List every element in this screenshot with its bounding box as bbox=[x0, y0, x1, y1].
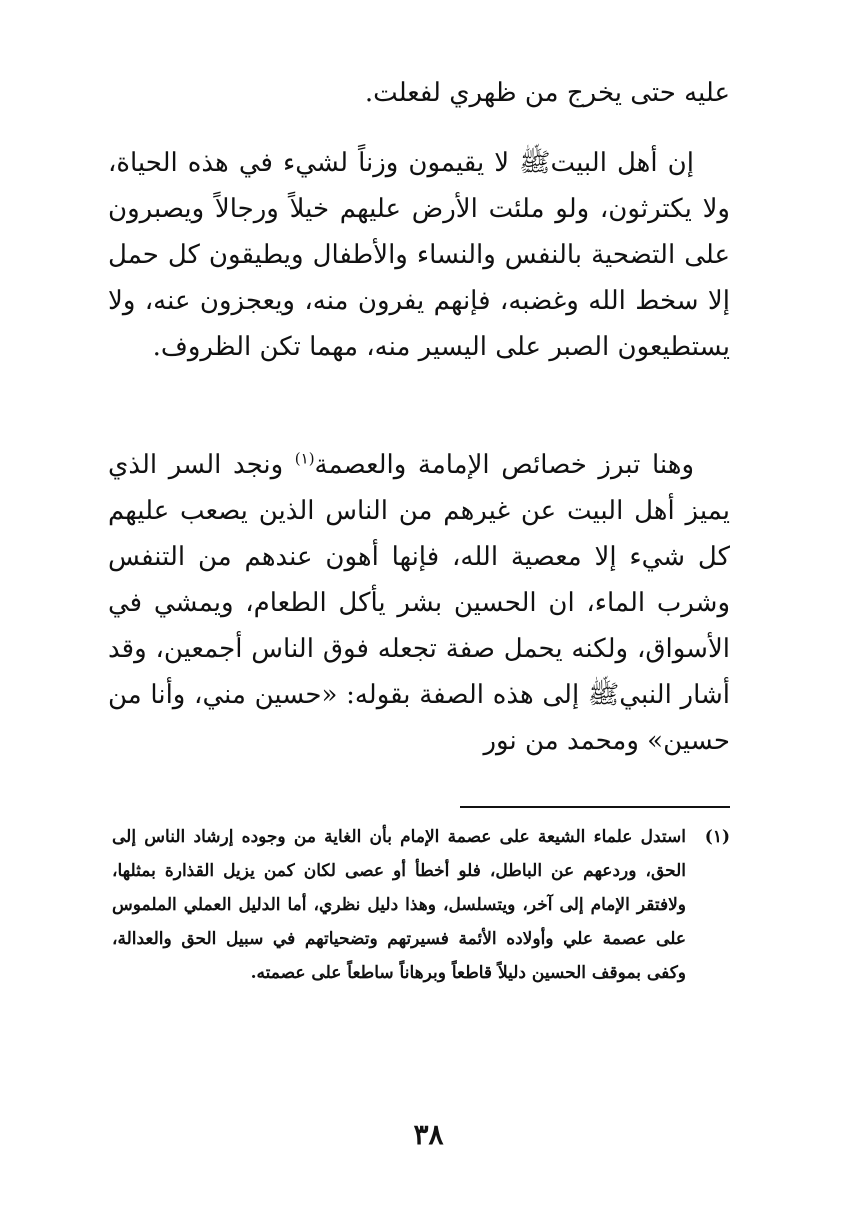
paragraph-ahl-al-bayt: إن أهل البيتﷺ لا يقيمون وزناً لشيء في هذه الحياة، ولا يكترثون، ولو ملئت الأرض عليهم خيلاً ورجالاً ويصبرون على التضحية بالنفس والنساء والأطفال ويطيقون كل حمل إلا سخط الله وغضبه، فإنهم يفرون منه، ويعجزون عنه، ولا يستطيعون الصبر على اليسير منه، مهما تكن الظروف. bbox=[108, 148, 730, 362]
paragraph-text-before-ref: وهنا تبرز خصائص الإمامة والعصمة bbox=[314, 450, 694, 480]
paragraph-imamate-infallibility bbox=[108, 442, 730, 764]
footnote-number: (١) bbox=[704, 827, 730, 847]
page-number: ٣٨ bbox=[413, 1118, 444, 1151]
footnote-reference: (١) bbox=[294, 449, 315, 468]
footnote bbox=[112, 820, 730, 990]
footnote-text: استدل علماء الشيعة على عصمة الإمام بأن الغاية من وجوده إرشاد الناس إلى الحق، وردعهم عن الباطل، فلو أخطأ أو عصى لكان كمن يزيل القذارة بمثلها، ولافتقر الإمام إلى آخر، ويتسلسل، وهذا دليل نظري، أما الدليل العملي الملموس على عصمة علي وأولاده الأئمة فسيرتهم وتضحياتهم في سبيل الحق والعدالة، وكفى بموقف الحسين دليلاً قاطعاً وبرهاناً ساطعاً على عصمته. bbox=[112, 827, 686, 983]
paragraph-text-after-ref: ونجد السر الذي يميز أهل البيت عن غيرهم من الناس الذين يصعب عليهم كل شيء إلا معصية الله، فإنها أهون عندهم من التنفس وشرب الماء، ان الحسين بشر يأكل الطعام، ويمشي في الأسواق، ولكنه يحمل صفة تجعله فوق الناس أجمعين، وقد أشار النبيﷺ إلى هذه الصفة بقوله: «حسين مني، وأنا من حسين» ومحمد من نور bbox=[108, 450, 730, 756]
footnote-divider bbox=[460, 806, 730, 808]
paragraph-continuation: عليه حتى يخرج من ظهري لفعلت. bbox=[364, 78, 730, 108]
